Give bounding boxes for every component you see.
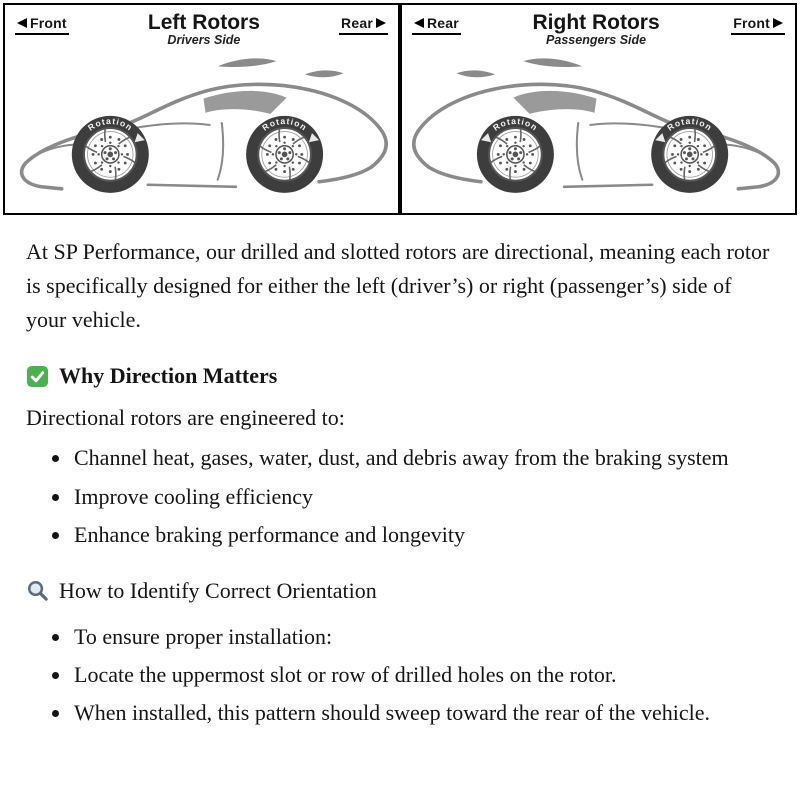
- front-direction-label: [731, 15, 785, 35]
- article-body: [0, 215, 800, 730]
- rotor-direction-diagram: [3, 3, 797, 215]
- left-car-illustration: [5, 50, 398, 202]
- arrow-right-icon: [773, 18, 783, 28]
- arrow-left-icon: [17, 18, 27, 28]
- intro-paragraph: At SP Performance, our drilled and slotted rotors are directional, meaning each rotor is specifically designed for either the left (driver’s) or right (passenger’s) side of your vehicle.: [26, 239, 770, 333]
- panel-title: Right Rotors: [532, 11, 660, 34]
- rotation-label: Rotation: [665, 115, 715, 133]
- list-item: • Channel heat, gases, water, dust, and debris away from the braking system: [72, 441, 772, 474]
- rotation-label: Rotation: [260, 115, 310, 133]
- left-rotors-panel: [3, 3, 400, 215]
- left-panel-header: [5, 5, 398, 48]
- list-item: • Enhance braking performance and longevity: [72, 518, 772, 551]
- front-label-text: Front: [733, 15, 770, 31]
- arrow-left-icon: [414, 18, 424, 28]
- rotation-label: Rotation: [85, 115, 135, 133]
- section-heading-why-direction-matters: [26, 363, 772, 389]
- right-panel-header: [402, 5, 795, 48]
- left-panel-title-block: [148, 11, 260, 48]
- section-heading-identify-orientation: [26, 578, 772, 604]
- rear-label-text: Rear: [341, 15, 373, 31]
- rear-label-text: Rear: [427, 15, 459, 31]
- list-item: • Improve cooling efficiency: [72, 480, 772, 513]
- right-car-illustration: [402, 50, 795, 202]
- magnifying-glass-icon: [26, 579, 49, 602]
- orientation-steps-list: [26, 620, 772, 730]
- panel-title: Left Rotors: [147, 11, 260, 34]
- direction-benefits-list: [26, 441, 772, 551]
- list-item: • When installed, this pattern should sweep toward the rear of the vehicle.: [72, 696, 772, 729]
- list-item: • To ensure proper installation:: [72, 620, 772, 653]
- engineered-to-lead: Directional rotors are engineered to:: [26, 405, 345, 431]
- front-label-text: Front: [30, 15, 67, 31]
- arrow-right-icon: [376, 18, 386, 28]
- right-rotors-panel: [400, 3, 797, 215]
- rear-direction-label: [412, 15, 461, 35]
- section-heading-text: Why Direction Matters: [59, 363, 278, 389]
- front-direction-label: [15, 15, 69, 35]
- rear-direction-label: [339, 15, 388, 35]
- panel-subtitle: Passengers Side: [546, 33, 647, 48]
- rotation-label: Rotation: [491, 115, 540, 133]
- panel-subtitle: Drivers Side: [167, 33, 241, 48]
- right-panel-title-block: [533, 11, 660, 48]
- section-heading-text: How to Identify Correct Orientation: [59, 577, 377, 603]
- check-icon: [26, 365, 49, 388]
- list-item: • Locate the uppermost slot or row of drilled holes on the rotor.: [72, 658, 772, 691]
